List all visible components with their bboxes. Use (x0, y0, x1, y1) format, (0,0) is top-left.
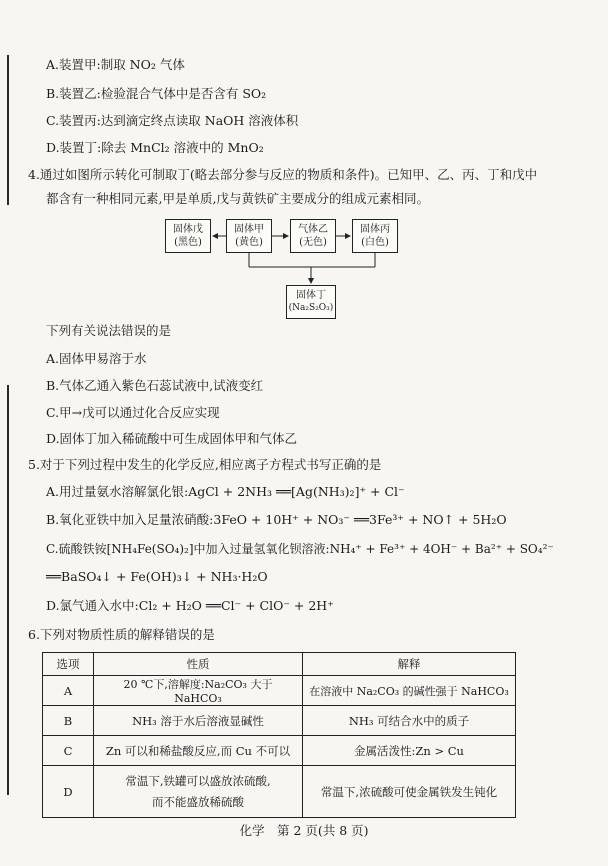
q3-option-a: A.装置甲:制取 NO₂ 气体 (46, 57, 185, 72)
q4-option-c: C.甲→戊可以通过化合反应实现 (46, 405, 220, 420)
box-color: (黄色) (235, 237, 263, 248)
page-footer: 化学 第 2 页(共 8 页) (239, 823, 369, 838)
q3-option-c: C.装置丙:达到滴定终点读取 NaOH 溶液体积 (46, 113, 299, 128)
q4-stem-line1: 4.通过如图所示转化可制取丁(略去部分参与反应的物质和条件)。已知甲、乙、丙、丁和戊中 (28, 167, 538, 182)
table-row (43, 676, 516, 706)
box-label: 气体乙 (298, 224, 328, 235)
box-formula: (Na₂S₂O₃) (288, 303, 334, 313)
q6-stem: 6.下列对物质性质的解释错误的是 (28, 627, 215, 642)
col-header-property: 性质 (94, 653, 303, 676)
cell-explanation: 常温下,浓硫酸可使金属铁发生钝化 (303, 766, 516, 818)
cell-property: Zn 可以和稀盐酸反应,而 Cu 不可以 (94, 736, 303, 766)
box-color: (无色) (299, 237, 327, 248)
table-row (43, 766, 516, 818)
q4-stem-line2: 都含有一种相同元素,甲是单质,戊与黄铁矿主要成分的组成元素相同。 (46, 191, 429, 206)
q4-option-b: B.气体乙通入紫色石蕊试液中,试液变红 (46, 378, 264, 393)
q4-option-d: D.固体丁加入稀硫酸中可生成固体甲和气体乙 (46, 431, 298, 446)
q5-option-c-cont: ══BaSO₄↓ + Fe(OH)₃↓ + NH₃·H₂O (46, 569, 268, 584)
box-label: 固体甲 (234, 224, 264, 235)
cell-explanation: 在溶液中 Na₂CO₃ 的碱性强于 NaHCO₃ (303, 676, 516, 706)
q3-option-d: D.装置丁:除去 MnCl₂ 溶液中的 MnO₂ (46, 140, 264, 155)
q5-option-c: C.硫酸铁铵[NH₄Fe(SO₄)₂]中加入过量氢氧化钡溶液:NH₄⁺ + Fe³⁺ + 4OH⁻ + Ba²⁺ + SO₄²⁻ (46, 542, 554, 556)
cell-explanation: NH₃ 可结合水中的质子 (303, 706, 516, 736)
table-row (43, 736, 516, 766)
cell-property: NH₃ 溶于水后溶液显碱性 (94, 706, 303, 736)
q5-stem: 5.对于下列过程中发生的化学反应,相应离子方程式书写正确的是 (28, 457, 382, 472)
q3-option-b: B.装置乙:检验混合气体中是否含有 SO₂ (46, 86, 267, 101)
q6-table (42, 652, 516, 818)
cell-option: A (43, 676, 94, 706)
box-label: 固体丙 (360, 224, 390, 235)
box-label: 固体丁 (296, 290, 326, 301)
col-header-option: 选项 (43, 653, 94, 676)
cell-property-line1: 常温下,铁罐可以盛放浓硫酸, (125, 773, 271, 788)
cell-option: B (43, 706, 94, 736)
box-color: (白色) (361, 237, 389, 248)
cell-property-line2: 而不能盛放稀硫酸 (152, 794, 244, 809)
table-header-row (43, 653, 516, 676)
cell-property (94, 766, 303, 818)
q5-option-d: D.氯气通入水中:Cl₂ + H₂O ══Cl⁻ + ClO⁻ + 2H⁺ (46, 598, 334, 613)
cell-option: D (43, 766, 94, 818)
cell-option: C (43, 736, 94, 766)
margin-bar-bottom (7, 385, 9, 795)
box-color: (黑色) (174, 237, 202, 248)
cell-explanation: 金属活泼性:Zn > Cu (303, 736, 516, 766)
diagram-arrows (0, 0, 608, 340)
q5-option-b: B.氧化亚铁中加入足量浓硝酸:3FeO + 10H⁺ + NO₃⁻ ══3Fe³⁺ + NO↑ + 5H₂O (46, 512, 507, 527)
col-header-explanation: 解释 (303, 653, 516, 676)
q4-prompt: 下列有关说法错误的是 (46, 323, 172, 338)
q4-option-a: A.固体甲易溶于水 (46, 351, 147, 366)
box-label: 固体戊 (173, 224, 203, 235)
table-row (43, 706, 516, 736)
q5-option-a: A.用过量氨水溶解氯化银:AgCl + 2NH₃ ══[Ag(NH₃)₂]⁺ + Cl⁻ (46, 484, 405, 499)
cell-property: 20 ℃下,溶解度:Na₂CO₃ 大于 NaHCO₃ (94, 676, 303, 706)
